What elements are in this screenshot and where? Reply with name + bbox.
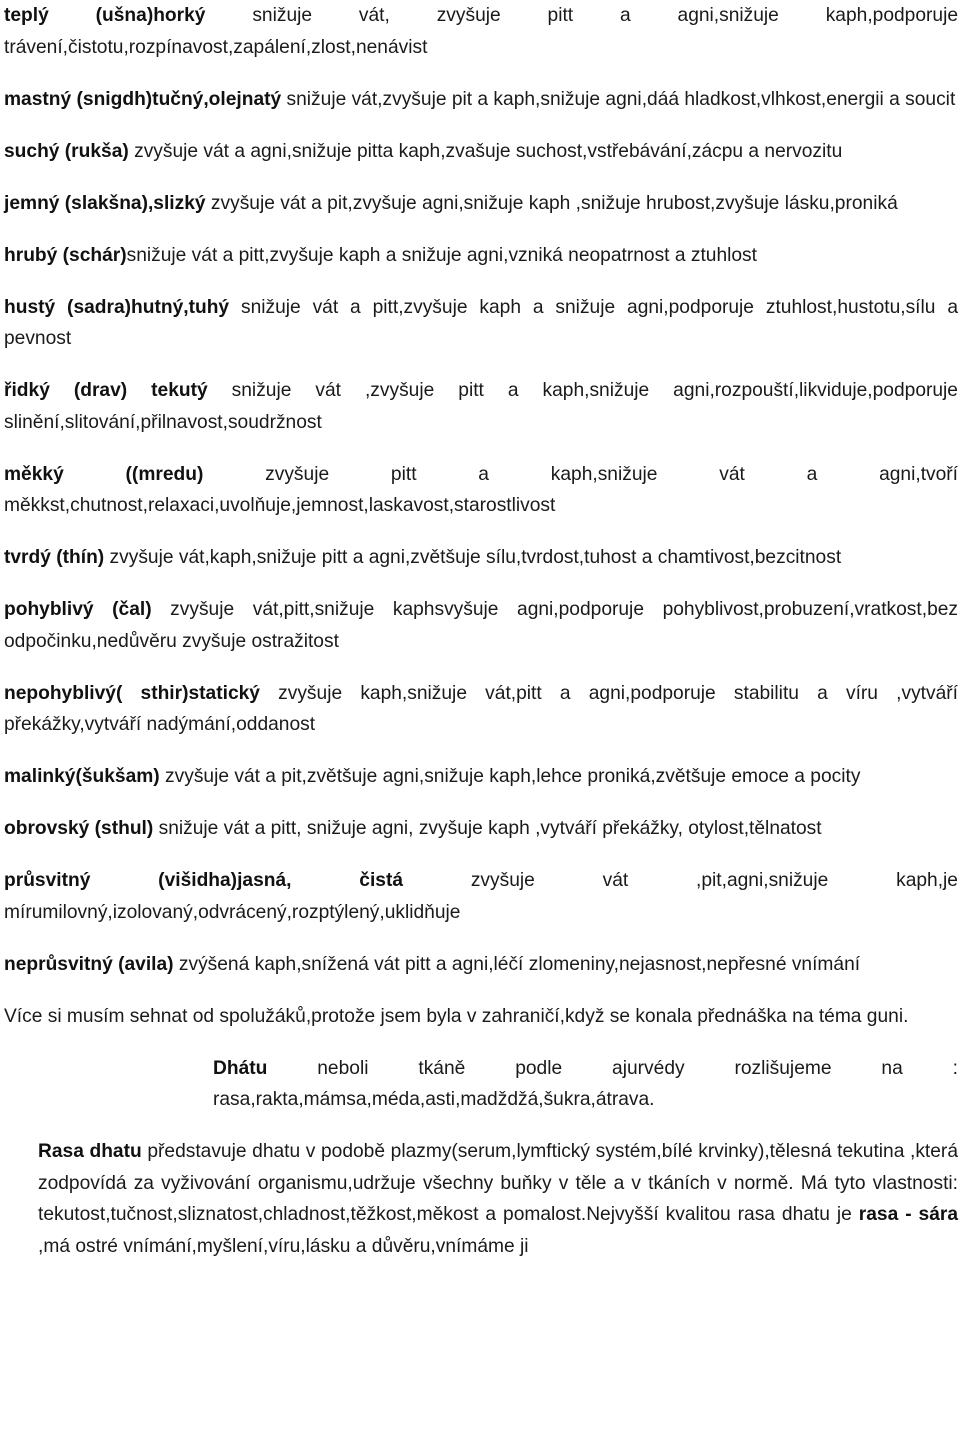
note-paragraph: Více si musím sehnat od spolužáků,protože jsem byla v zahraničí,když se konala přednáška na téma guni. xyxy=(4,1005,909,1027)
guna-paragraph xyxy=(4,375,958,438)
guna-paragraph xyxy=(4,0,958,63)
guna-description: snižuje vát ,zvyšuje pitt a kaph,snižuje agni,rozpouští,likviduje,podporuje slinění,slitování,přilnavost,soudržnost xyxy=(4,380,958,433)
guna-term: měkký ((mredu) xyxy=(4,463,204,485)
guna-paragraph xyxy=(4,292,958,355)
guna-term: hustý (sadra)hutný,tuhý xyxy=(4,296,230,318)
guna-description: zvyšuje vát ,pit,agni,snižuje kaph,je mírumilovný,izolovaný,odvrácený,rozptýlený,uklidňuje xyxy=(4,870,958,923)
rasa-dhatu-term: Rasa dhatu xyxy=(38,1141,142,1162)
guna-description: snižuje vát, zvyšuje pitt a agni,snižuje kaph,podporuje trávení,čistotu,rozpínavost,zapálení,zlost,nenávist xyxy=(4,5,958,58)
dhatu-paragraph xyxy=(4,1053,958,1116)
guna-paragraph xyxy=(4,949,958,981)
guna-description: zvyšuje vát a agni,snižuje pitta kaph,zvašuje suchost,vstřebávání,zácpu a nervozitu xyxy=(128,140,843,162)
document-page xyxy=(4,0,958,1283)
guna-term: pohyblivý (čal) xyxy=(4,599,152,620)
guna-paragraph xyxy=(4,240,958,272)
guna-term: obrovský (sthul) xyxy=(4,818,154,839)
guna-paragraph xyxy=(4,761,958,793)
guna-description: zvyšuje vát a pit,zvyšuje agni,snižuje kaph ,snižuje hrubost,zvyšuje lásku,proniká xyxy=(205,192,898,214)
guna-term: nepohyblivý( sthir)statický xyxy=(4,682,260,704)
guna-term: hrubý (schár) xyxy=(4,244,127,266)
guna-description: zvyšuje pitt a kaph,snižuje vát a agni,tvoří měkkst,chutnost,relaxaci,uvolňuje,jemnost,laskavost,starostlivost xyxy=(4,463,959,516)
guna-description: snižuje vát,zvyšuje pit a kaph,snižuje agni,dáá hladkost,vlhkost,energii a soucit xyxy=(281,88,956,110)
guna-term: jemný (slakšna),slizký xyxy=(4,192,206,214)
guna-term: malinký(šukšam) xyxy=(4,766,160,787)
guna-term: tvrdý (thín) xyxy=(4,547,105,568)
guna-description: snižuje vát a pitt,zvyšuje kaph a snižuje agni,vzniká neopatrnost a ztuhlost xyxy=(126,244,757,266)
guna-paragraph xyxy=(4,678,958,741)
guna-description: zvýšená kaph,snížená vát pitt a agni,léčí zlomeniny,nejasnost,nepřesné vnímání xyxy=(173,953,861,975)
guna-description: snižuje vát a pitt, snižuje agni, zvyšuje kaph ,vytváří překážky, otylost,tělnatost xyxy=(153,818,822,839)
guna-description: snižuje vát a pitt,zvyšuje kaph a snižuje agni,podporuje ztuhlost,hustotu,sílu a pevnost xyxy=(4,296,958,349)
rasa-dhatu-description: představuje dhatu v podobě plazmy(serum,lymftický systém,bílé krvinky),tělesná tekutina ,která zodpovídá za vyživování organismu,udržuje všechny buňky v těle a v tkáních v normě. Má tyto vlastnosti: tekutost,tučnost,sliznatost,chladnost,těžkost,měkost a pomalost.Nejvyšší kvalitou rasa dhatu je xyxy=(38,1141,958,1225)
guna-description: zvyšuje vát,pitt,snižuje kaphsvyšuje agni,podporuje pohyblivost,probuzení,vratkost,bez odpočinku,nedůvěru zvyšuje ostražitost xyxy=(4,599,959,652)
dhatu-description: neboli tkáně podle ajurvédy rozlišujeme na : rasa,rakta,mámsa,méda,asti,madždžá,šukra,átrava. xyxy=(213,1057,958,1110)
guna-description: zvyšuje vát,kaph,snižuje pitt a agni,zvětšuje sílu,tvrdost,tuhost a chamtivost,bezcitnost xyxy=(104,547,842,568)
guna-paragraph xyxy=(4,84,958,116)
guna-term: mastný (snigdh)tučný,olejnatý xyxy=(4,88,282,110)
guna-term: neprůsvitný (avila) xyxy=(4,953,174,975)
guna-paragraph xyxy=(4,865,958,928)
guna-paragraph xyxy=(4,459,958,522)
guna-term: průsvitný (višidha)jasná, čistá xyxy=(4,870,404,891)
guna-paragraph xyxy=(4,594,958,657)
guna-description: zvyšuje kaph,snižuje vát,pitt a agni,podporuje stabilitu a víru ,vytváří překážky,vytváří nadýmání,oddanost xyxy=(4,682,958,735)
guna-paragraph xyxy=(4,542,958,574)
guna-term: suchý (rukša) xyxy=(4,140,129,162)
guna-term: řidký (drav) tekutý xyxy=(4,380,208,401)
rasa-dhatu-continuation: ,má ostré vnímání,myšlení,víru,lásku a důvěru,vnímáme ji xyxy=(38,1235,529,1257)
rasa-sara-term: rasa - sára xyxy=(858,1204,959,1225)
guna-paragraph xyxy=(4,188,958,220)
guna-paragraph xyxy=(4,136,958,168)
dhatu-term: Dhátu xyxy=(213,1057,268,1079)
guna-description: zvyšuje vát a pit,zvětšuje agni,snižuje kaph,lehce proniká,zvětšuje emoce a pocity xyxy=(159,766,861,787)
guna-paragraph xyxy=(4,813,958,845)
rasa-dhatu-paragraph xyxy=(4,1136,958,1262)
guna-term: teplý (ušna)horký xyxy=(4,5,206,26)
